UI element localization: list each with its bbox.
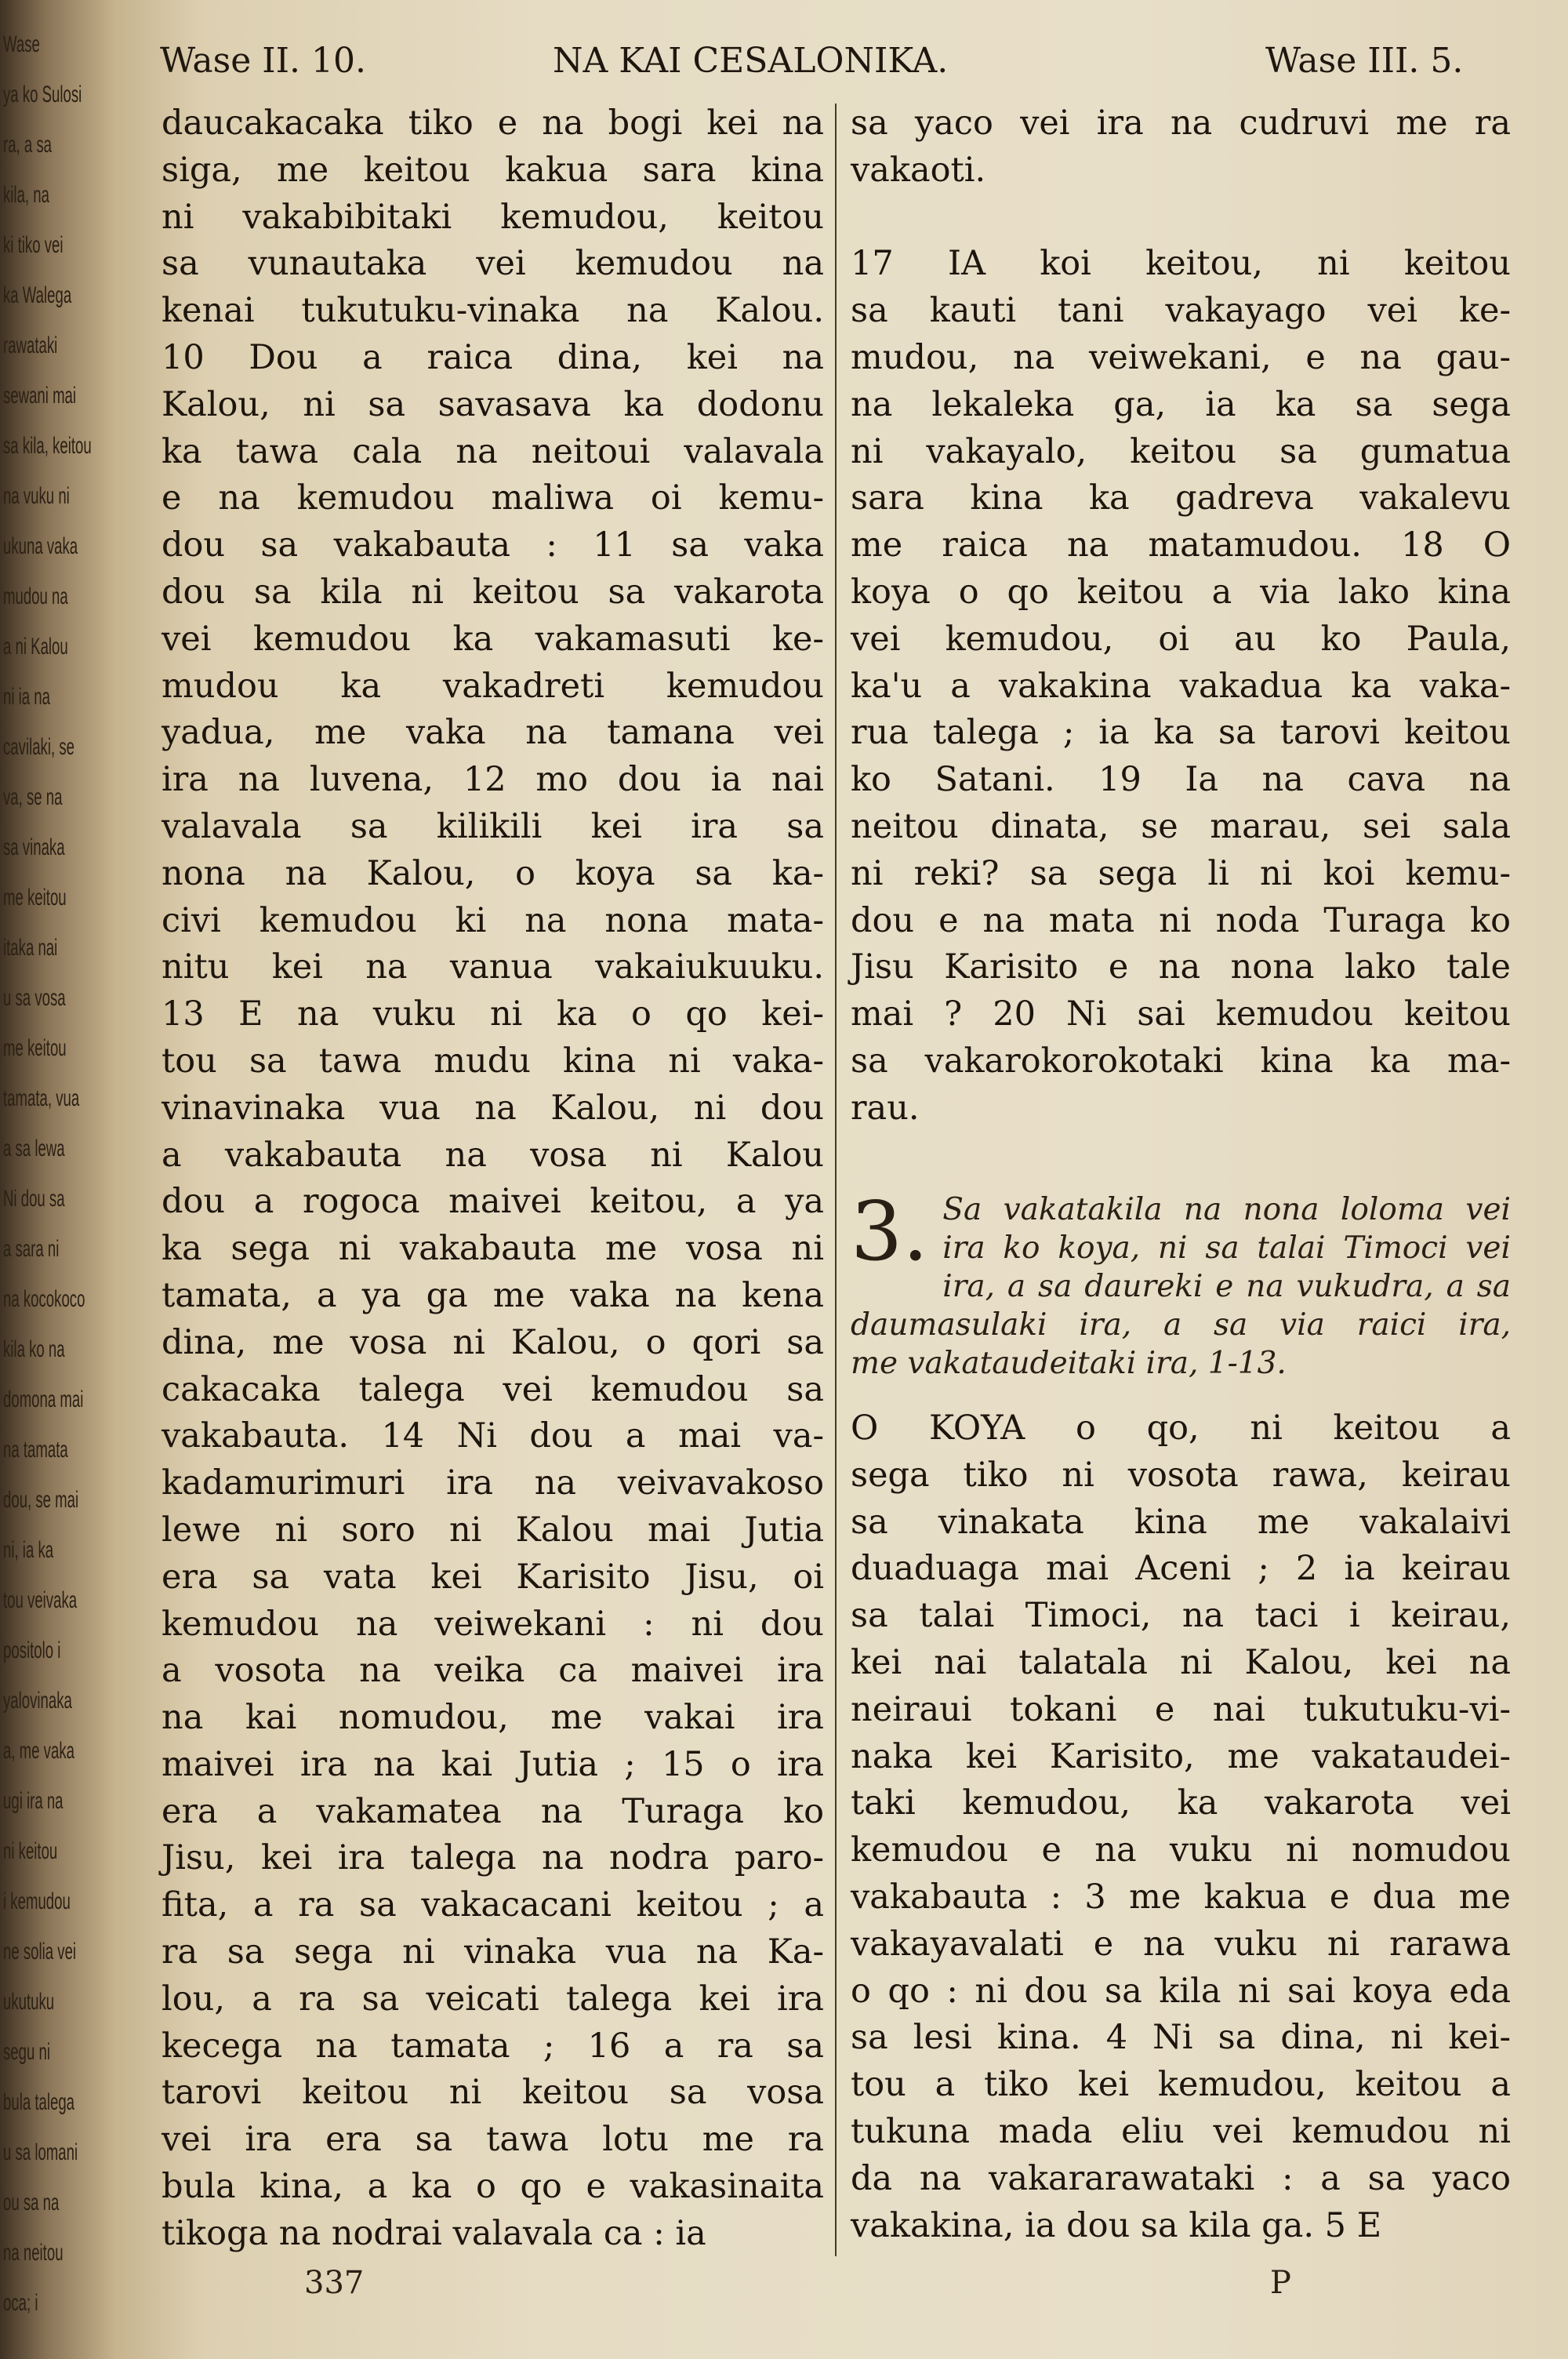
- edge-text-fragment: ni ia na: [3, 684, 50, 710]
- text-line: sa lesi kina. 4 Ni sa dina, ni kei-: [851, 2018, 1511, 2058]
- text-line: sa kauti tani vakayago vei ke-: [851, 291, 1511, 331]
- text-line: civi kemudou ki na nona mata-: [162, 900, 824, 940]
- edge-text-fragment: domona mai: [3, 1387, 84, 1412]
- text-line: era sa vata kei Karisito Jisu, oi: [162, 1557, 824, 1597]
- text-line: cakacaka talega vei kemudou sa: [162, 1369, 824, 1409]
- text-line: me raica na matamudou. 18 O: [851, 525, 1511, 565]
- text-line: ni reki? sa sega li ni koi kemu-: [851, 853, 1511, 893]
- text-line: 13 E na vuku ni ka o qo kei-: [162, 994, 824, 1034]
- edge-text-fragment: va, se na: [3, 784, 63, 810]
- edge-text-fragment: a sara ni: [3, 1236, 60, 1262]
- edge-text-fragment: tou veivaka: [3, 1587, 78, 1613]
- text-line: [851, 194, 1511, 242]
- edge-text-fragment: mudou na: [3, 583, 68, 609]
- text-line: me vakataudeitaki ira, 1-13.: [851, 1346, 1287, 1381]
- edge-text-fragment: ki tiko vei: [3, 232, 64, 258]
- edge-text-fragment: a, me vaka: [3, 1738, 74, 1764]
- edge-text-fragment: u sa lomani: [3, 2139, 78, 2165]
- header-title: NA KAI CESALONIKA.: [553, 41, 949, 81]
- text-line: kadamurimuri ira na veivavakoso: [162, 1463, 824, 1503]
- edge-text-fragment: ni keitou: [3, 1838, 58, 1864]
- text-line: na kai nomudou, me vakai ira: [162, 1698, 824, 1738]
- edge-text-fragment: na neitou: [3, 2240, 64, 2266]
- text-line: ra sa sega ni vinaka vua na Ka-: [162, 1932, 824, 1972]
- text-line: mudou ka vakadreti kemudou: [162, 666, 824, 706]
- edge-text-fragment: ukuna vaka: [3, 533, 78, 559]
- text-line: maivei ira na kai Jutia ; 15 o ira: [162, 1744, 824, 1784]
- text-line: Jisu, kei ira talega na nodra paro-: [162, 1838, 824, 1878]
- edge-text-fragment: a sa lewa: [3, 1136, 65, 1161]
- text-line: nitu kei na vanua vakaiukuuku.: [162, 947, 824, 987]
- text-line: 10 Dou a raica dina, kei na: [162, 337, 824, 377]
- text-line: era a vakamatea na Turaga ko: [162, 1791, 824, 1831]
- text-line: yadua, me vaka na tamana vei: [162, 713, 824, 753]
- edge-text-fragment: itaka nai: [3, 935, 58, 961]
- edge-text-fragment: ra, a sa: [3, 132, 53, 158]
- edge-text-fragment: positolo i: [3, 1637, 61, 1663]
- text-line: taki kemudou, ka vakarota vei: [851, 1783, 1511, 1823]
- header-left: Wase II. 10.: [160, 41, 366, 81]
- text-line: ka sega ni vakabauta me vosa ni: [162, 1229, 824, 1269]
- text-line: vei kemudou ka vakamasuti ke-: [162, 619, 824, 659]
- edge-text-fragment: ka Walega: [3, 282, 72, 308]
- edge-text-fragment: kila ko na: [3, 1336, 65, 1362]
- text-line: dou a rogoca maivei keitou, a ya: [162, 1182, 824, 1222]
- text-line: vakaoti.: [851, 150, 986, 190]
- text-line: daumasulaki ira, a sa via raici ira,: [851, 1307, 1511, 1343]
- text-line: 17 IA koi keitou, ni keitou: [851, 244, 1511, 284]
- edge-text-fragment: sa kila, keitou: [3, 433, 92, 459]
- text-line: O KOYA o qo, ni keitou a: [851, 1408, 1511, 1448]
- text-line: ko Satani. 19 Ia na cava na: [851, 760, 1511, 800]
- text-line: na lekaleka ga, ia ka sa sega: [851, 384, 1511, 424]
- text-line: vakayavalati e na vuku ni rarawa: [851, 1924, 1511, 1964]
- text-line: Jisu Karisito e na nona lako tale: [851, 947, 1511, 987]
- text-line: lou, a ra sa veicati talega kei ira: [162, 1979, 824, 2019]
- right-column-bottom: [851, 1405, 1511, 2249]
- text-line: vakakina, ia dou sa kila ga. 5 E: [851, 2205, 1382, 2245]
- edge-text-fragment: Ni dou sa: [3, 1186, 65, 1212]
- text-line: tou a tiko kei kemudou, keitou a: [851, 2065, 1511, 2105]
- text-line: rua talega ; ia ka sa tarovi keitou: [851, 713, 1511, 753]
- text-line: kenai tukutuku-vinaka na Kalou.: [162, 291, 824, 331]
- text-line: dou e na mata ni noda Turaga ko: [851, 900, 1511, 940]
- text-line: siga, me keitou kakua sara kina: [162, 150, 824, 190]
- edge-text-fragment: bula talega: [3, 2089, 75, 2115]
- text-line: a vosota na veika ca maivei ira: [162, 1651, 824, 1691]
- text-line: bula kina, a ka o qo e vakasinaita: [162, 2167, 824, 2207]
- edge-text-fragment: me keitou: [3, 885, 67, 911]
- page-number: 337: [304, 2265, 365, 2301]
- text-line: dou sa kila ni keitou sa vakarota: [162, 572, 824, 612]
- text-line: o qo : ni dou sa kila ni sai koya eda: [851, 1971, 1511, 2011]
- text-line: duaduaga mai Aceni ; 2 ia keirau: [851, 1549, 1511, 1589]
- edge-text-fragment: ukutuku: [3, 1989, 55, 2015]
- text-line: da na vakararawataki : a sa yaco: [851, 2158, 1511, 2198]
- text-line: naka kei Karisito, me vakataudei-: [851, 1736, 1511, 1776]
- text-line: vinavinaka vua na Kalou, ni dou: [162, 1088, 824, 1128]
- edge-text-fragment: u sa vosa: [3, 985, 66, 1011]
- edge-text-fragment: kila, na: [3, 182, 49, 208]
- text-line: sega tiko ni vosota rawa, keirau: [851, 1455, 1511, 1495]
- edge-text-fragment: na vuku ni: [3, 483, 70, 509]
- right-column-top: [851, 100, 1511, 1132]
- text-line: sa vinakata kina me vakalaivi: [851, 1502, 1511, 1542]
- edge-text-fragment: sewani mai: [3, 383, 77, 409]
- text-line: mudou, na veiwekani, e na gau-: [851, 337, 1511, 377]
- text-line: koya o qo keitou a via lako kina: [851, 572, 1511, 612]
- text-line: tamata, a ya ga me vaka na kena: [162, 1275, 824, 1315]
- text-line: sara kina ka gadreva vakalevu: [851, 478, 1511, 518]
- text-line: sa yaco vei ira na cudruvi me ra: [851, 104, 1511, 143]
- text-line: kemudou na veiwekani : ni dou: [162, 1604, 824, 1644]
- text-line: nona na Kalou, o koya sa ka-: [162, 853, 824, 893]
- text-line: sa vakarokorokotaki kina ka ma-: [851, 1041, 1511, 1081]
- text-line: vei kemudou, oi au ko Paula,: [851, 619, 1511, 659]
- text-line: ni vakayalo, keitou sa gumatua: [851, 431, 1511, 471]
- edge-text-fragment: Wase: [3, 31, 40, 57]
- book-page: [118, 0, 1568, 2359]
- text-line: tarovi keitou ni keitou sa vosa: [162, 2073, 824, 2113]
- edge-text-fragment: ya ko Sulosi: [3, 82, 82, 107]
- text-line: ka'u a vakakina vakadua ka vaka-: [851, 666, 1511, 706]
- text-line: rau.: [851, 1088, 920, 1128]
- edge-text-fragment: dou, se mai: [3, 1487, 79, 1513]
- edge-text-fragment: tamata, vua: [3, 1085, 80, 1111]
- text-line: vei ira era sa tawa lotu me ra: [162, 2120, 824, 2160]
- text-line: ira, a sa daureki e na vukudra, a sa: [942, 1269, 1511, 1304]
- text-line: lewe ni soro ni Kalou mai Jutia: [162, 1510, 824, 1550]
- text-line: tou sa tawa mudu kina ni vaka-: [162, 1041, 824, 1081]
- text-line: Sa vakatakila na nona loloma vei: [942, 1192, 1511, 1227]
- edge-text-fragment: ne solia vei: [3, 1939, 77, 1965]
- text-line: neitou dinata, se marau, sei sala: [851, 806, 1511, 846]
- text-line: e na kemudou maliwa oi kemu-: [162, 478, 824, 518]
- text-line: sa vunautaka vei kemudou na: [162, 244, 824, 284]
- left-column: [162, 100, 824, 2258]
- text-line: valavala sa kilikili kei ira sa: [162, 806, 824, 846]
- edge-text-fragment: ou sa na: [3, 2190, 60, 2215]
- edge-text-fragment: na kocokoco: [3, 1286, 85, 1312]
- text-line: dina, me vosa ni Kalou, o qori sa: [162, 1322, 824, 1362]
- edge-text-fragment: oca; i: [3, 2290, 38, 2316]
- header-right: Wase III. 5.: [1265, 41, 1464, 81]
- text-line: vakabauta : 3 me kakua e dua me: [851, 1877, 1511, 1917]
- signature-mark: P: [1270, 2265, 1291, 2301]
- text-line: mai ? 20 Ni sai kemudou keitou: [851, 994, 1511, 1034]
- text-line: ira na luvena, 12 mo dou ia nai: [162, 760, 824, 800]
- edge-text-fragment: cavilaki, se: [3, 734, 74, 760]
- text-line: ni vakabibitaki kemudou, keitou: [162, 197, 824, 237]
- edge-text-fragment: a ni Kalou: [3, 634, 68, 660]
- text-line: tikoga na nodrai valavala ca : ia: [162, 2213, 706, 2253]
- column-rule: [835, 104, 837, 2256]
- text-line: daucakacaka tiko e na bogi kei na: [162, 104, 824, 143]
- text-line: fita, a ra sa vakacacani keitou ; a: [162, 1885, 824, 1925]
- text-line: a vakabauta na vosa ni Kalou: [162, 1135, 824, 1175]
- text-line: ira ko koya, ni sa talai Timoci vei: [942, 1230, 1511, 1266]
- text-line: kemudou e na vuku ni nomudou: [851, 1830, 1511, 1870]
- chapter-summary: [851, 1183, 1511, 1383]
- text-line: neiraui tokani e nai tukutuku-vi-: [851, 1689, 1511, 1729]
- text-line: kei nai talatala ni Kalou, kei na: [851, 1642, 1511, 1682]
- edge-text-fragment: ni, ia ka: [3, 1537, 54, 1563]
- edge-text-fragment: me keitou: [3, 1035, 67, 1061]
- edge-text-fragment: i kemudou: [3, 1888, 71, 1914]
- edge-text-fragment: yalovinaka: [3, 1688, 72, 1714]
- edge-text-fragment: ugi ira na: [3, 1788, 64, 1814]
- edge-text-fragment: sa vinaka: [3, 834, 65, 860]
- text-line: vakabauta. 14 Ni dou a mai va-: [162, 1416, 824, 1456]
- text-line: kecega na tamata ; 16 a ra sa: [162, 2026, 824, 2066]
- facing-page-edge: [0, 0, 118, 2359]
- text-line: sa talai Timoci, na taci i keirau,: [851, 1596, 1511, 1636]
- edge-text-fragment: rawataki: [3, 333, 58, 358]
- text-line: tukuna mada eliu vei kemudou ni: [851, 2111, 1511, 2151]
- chapter-number: 3.: [851, 1183, 929, 1279]
- text-line: ka tawa cala na neitoui valavala: [162, 431, 824, 471]
- text-line: Kalou, ni sa savasava ka dodonu: [162, 384, 824, 424]
- edge-text-fragment: segu ni: [3, 2039, 50, 2065]
- edge-text-fragment: na tamata: [3, 1437, 68, 1463]
- text-line: dou sa vakabauta : 11 sa vaka: [162, 525, 824, 565]
